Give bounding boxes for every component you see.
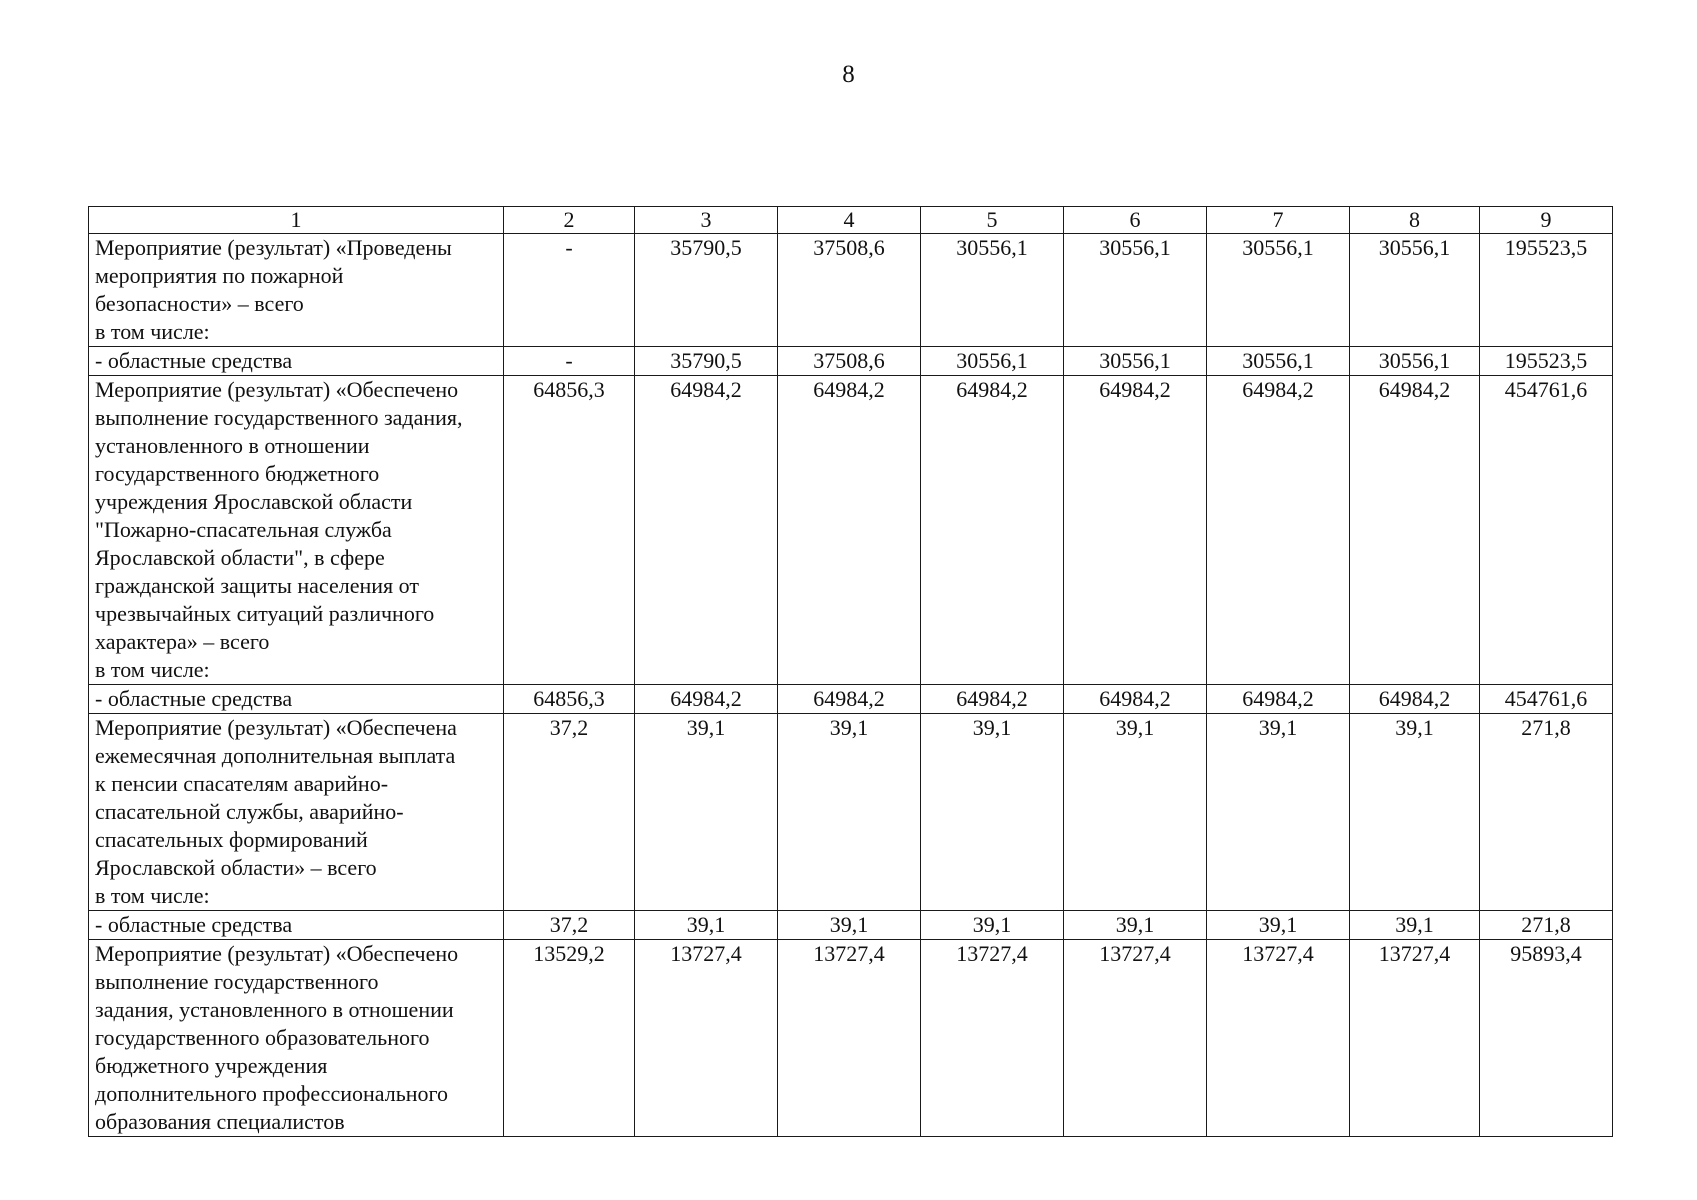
- value-cell: 271,8: [1480, 911, 1613, 940]
- description-line: "Пожарно-спасательная служба: [95, 517, 392, 542]
- description-line: - областные средства: [95, 686, 293, 711]
- value-cell: 39,1: [921, 714, 1064, 911]
- description-line: к пенсии спасателям аварийно-: [95, 771, 389, 796]
- value-cell: 39,1: [778, 714, 921, 911]
- value-cell: 64984,2: [1350, 376, 1480, 685]
- value-cell: 30556,1: [1064, 347, 1207, 376]
- header-cell: 2: [504, 207, 635, 234]
- description-line: - областные средства: [95, 348, 293, 373]
- value-cell: 13727,4: [1350, 940, 1480, 1137]
- description-line: в том числе:: [95, 883, 210, 908]
- table-header-row: [89, 207, 1613, 234]
- value-cell: 13727,4: [778, 940, 921, 1137]
- value-cell: 64984,2: [778, 376, 921, 685]
- description-line: Мероприятие (результат) «Проведены: [95, 235, 452, 260]
- description-line: безопасности» – всего: [95, 291, 304, 316]
- description-line: Мероприятие (результат) «Обеспечено: [95, 377, 459, 402]
- row-description: [89, 911, 504, 940]
- value-cell: 64856,3: [504, 376, 635, 685]
- value-cell: 64856,3: [504, 685, 635, 714]
- value-cell: 64984,2: [1207, 685, 1350, 714]
- value-cell: 195523,5: [1480, 234, 1613, 347]
- description-line: образования специалистов: [95, 1109, 345, 1134]
- value-cell: -: [504, 347, 635, 376]
- value-cell: 39,1: [778, 911, 921, 940]
- row-description: [89, 376, 504, 685]
- value-cell: 13727,4: [1207, 940, 1350, 1137]
- table-row: [89, 347, 1613, 376]
- header-cell: 4: [778, 207, 921, 234]
- value-cell: 13727,4: [635, 940, 778, 1137]
- table-body: [89, 207, 1613, 1137]
- description-line: установленного в отношении: [95, 433, 370, 458]
- value-cell: 64984,2: [635, 685, 778, 714]
- header-cell: 8: [1350, 207, 1480, 234]
- description-line: государственного образовательного: [95, 1025, 430, 1050]
- value-cell: 271,8: [1480, 714, 1613, 911]
- value-cell: 30556,1: [1207, 234, 1350, 347]
- description-line: в том числе:: [95, 319, 210, 344]
- description-line: Мероприятие (результат) «Обеспечено: [95, 941, 459, 966]
- description-line: Мероприятие (результат) «Обеспечена: [95, 715, 457, 740]
- value-cell: 30556,1: [1350, 234, 1480, 347]
- value-cell: 195523,5: [1480, 347, 1613, 376]
- value-cell: 64984,2: [1207, 376, 1350, 685]
- value-cell: 30556,1: [921, 234, 1064, 347]
- value-cell: 64984,2: [1064, 685, 1207, 714]
- table-row: [89, 376, 1613, 685]
- value-cell: 37508,6: [778, 234, 921, 347]
- description-line: в том числе:: [95, 657, 210, 682]
- description-line: дополнительного профессионального: [95, 1081, 448, 1106]
- value-cell: 39,1: [1207, 714, 1350, 911]
- value-cell: 39,1: [1064, 714, 1207, 911]
- value-cell: 64984,2: [778, 685, 921, 714]
- row-description: [89, 940, 504, 1137]
- value-cell: 13727,4: [1064, 940, 1207, 1137]
- description-line: учреждения Ярославской области: [95, 489, 413, 514]
- description-line: спасательных формирований: [95, 827, 368, 852]
- value-cell: 64984,2: [635, 376, 778, 685]
- value-cell: 39,1: [635, 911, 778, 940]
- value-cell: 64984,2: [921, 685, 1064, 714]
- budget-table: [88, 206, 1613, 1137]
- value-cell: 13727,4: [921, 940, 1064, 1137]
- header-cell: 7: [1207, 207, 1350, 234]
- value-cell: 37,2: [504, 714, 635, 911]
- description-line: выполнение государственного: [95, 969, 379, 994]
- value-cell: 39,1: [635, 714, 778, 911]
- header-cell: 1: [89, 207, 504, 234]
- value-cell: 30556,1: [1350, 347, 1480, 376]
- description-line: ежемесячная дополнительная выплата: [95, 743, 456, 768]
- value-cell: -: [504, 234, 635, 347]
- row-description: [89, 685, 504, 714]
- description-line: Ярославской области» – всего: [95, 855, 377, 880]
- description-line: Ярославской области", в сфере: [95, 545, 385, 570]
- description-line: гражданской защиты населения от: [95, 573, 419, 598]
- description-line: характера» – всего: [95, 629, 270, 654]
- description-line: выполнение государственного задания,: [95, 405, 463, 430]
- table-row: [89, 940, 1613, 1137]
- value-cell: 30556,1: [921, 347, 1064, 376]
- page-number: 8: [842, 61, 855, 88]
- header-cell: 5: [921, 207, 1064, 234]
- value-cell: 454761,6: [1480, 685, 1613, 714]
- row-description: [89, 714, 504, 911]
- description-line: - областные средства: [95, 912, 293, 937]
- table-row: [89, 714, 1613, 911]
- value-cell: 454761,6: [1480, 376, 1613, 685]
- header-cell: 9: [1480, 207, 1613, 234]
- header-cell: 6: [1064, 207, 1207, 234]
- value-cell: 30556,1: [1207, 347, 1350, 376]
- value-cell: 64984,2: [1064, 376, 1207, 685]
- description-line: бюджетного учреждения: [95, 1053, 328, 1078]
- header-cell: 3: [635, 207, 778, 234]
- description-line: мероприятия по пожарной: [95, 263, 344, 288]
- row-description: [89, 347, 504, 376]
- value-cell: 39,1: [1350, 714, 1480, 911]
- description-line: государственного бюджетного: [95, 461, 380, 486]
- table-row: [89, 685, 1613, 714]
- table-row: [89, 234, 1613, 347]
- row-description: [89, 234, 504, 347]
- value-cell: 35790,5: [635, 347, 778, 376]
- value-cell: 35790,5: [635, 234, 778, 347]
- value-cell: 39,1: [1350, 911, 1480, 940]
- table-row: [89, 911, 1613, 940]
- value-cell: 64984,2: [1350, 685, 1480, 714]
- value-cell: 13529,2: [504, 940, 635, 1137]
- value-cell: 37508,6: [778, 347, 921, 376]
- value-cell: 95893,4: [1480, 940, 1613, 1137]
- description-line: задания, установленного в отношении: [95, 997, 454, 1022]
- value-cell: 30556,1: [1064, 234, 1207, 347]
- value-cell: 39,1: [1207, 911, 1350, 940]
- value-cell: 39,1: [1064, 911, 1207, 940]
- value-cell: 39,1: [921, 911, 1064, 940]
- description-line: спасательной службы, аварийно-: [95, 799, 404, 824]
- value-cell: 37,2: [504, 911, 635, 940]
- value-cell: 64984,2: [921, 376, 1064, 685]
- description-line: чрезвычайных ситуаций различного: [95, 601, 435, 626]
